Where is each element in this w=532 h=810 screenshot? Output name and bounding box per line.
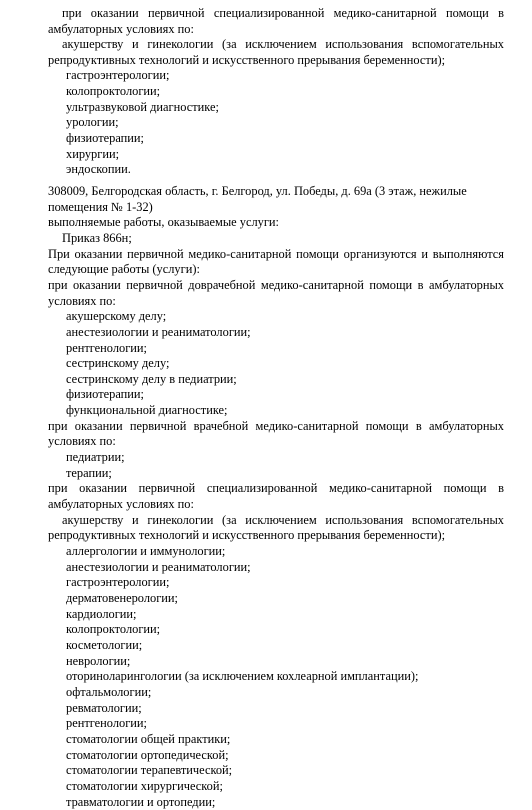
text-line: выполняемые работы, оказываемые услуги: [48, 215, 280, 229]
text-line: следующие работы (услуги): [48, 262, 200, 276]
text-line: при оказании первичной специализированной медико-санитарной помощи в [62, 6, 504, 20]
text-line: сестринскому делу в педиатрии; [66, 372, 237, 386]
text-line: рентгенологии; [66, 341, 147, 355]
text-line: урологии; [66, 115, 119, 129]
text-line: помещения № 1-32) [48, 200, 153, 214]
text-line: Приказ 866н; [62, 231, 132, 245]
text-line: анестезиологии и реаниматологии; [66, 325, 251, 339]
text-line: физиотерапии; [66, 131, 144, 145]
text-line: репродуктивных технологий и искусственного прерывания беременности); [48, 53, 446, 67]
text-line: стоматологии ортопедической; [66, 748, 229, 762]
text-line: терапии; [66, 466, 112, 480]
text-line: репродуктивных технологий и искусственного прерывания беременности); [48, 528, 446, 542]
text-line: условиях по: [48, 434, 116, 448]
text-line: ультразвуковой диагностике; [66, 100, 219, 114]
text-line: рентгенологии; [66, 716, 147, 730]
text-line: при оказании первичной специализированной медико-санитарной помощи в [48, 481, 504, 495]
text-line: ревматологии; [66, 701, 142, 715]
text-line: условиях по: [48, 294, 116, 308]
text-line: сестринскому делу; [66, 356, 170, 370]
text-line: педиатрии; [66, 450, 125, 464]
text-line: косметологии; [66, 638, 143, 652]
text-line: При оказании первичной медико-санитарной помощи организуются и выполняются [48, 247, 504, 261]
text-line: анестезиологии и реаниматологии; [66, 560, 251, 574]
text-line: физиотерапии; [66, 387, 144, 401]
text-line: кардиологии; [66, 607, 137, 621]
text-line: при оказании первичной доврачебной медико-санитарной помощи в амбулаторных [48, 278, 504, 292]
text-line: оториноларингологии (за исключением кохлеарной имплантации); [66, 669, 419, 683]
text-line: функциональной диагностике; [66, 403, 228, 417]
text-line: стоматологии общей практики; [66, 732, 231, 746]
text-line: дерматовенерологии; [66, 591, 178, 605]
text-line: колопроктологии; [66, 84, 161, 98]
text-line: 308009, Белгородская область, г. Белгород, ул. Победы, д. 69а (3 этаж, нежилые [48, 184, 467, 198]
text-line: акушерскому делу; [66, 309, 167, 323]
text-line: травматологии и ортопедии; [66, 795, 216, 809]
text-line: неврологии; [66, 654, 131, 668]
text-line: при оказании первичной врачебной медико-санитарной помощи в амбулаторных [48, 419, 504, 433]
text-line: стоматологии терапевтической; [66, 763, 233, 777]
text-line: стоматологии хирургической; [66, 779, 223, 793]
text-line: амбулаторных условиях по: [48, 22, 194, 36]
text-line: колопроктологии; [66, 622, 161, 636]
text-line: аллергологии и иммунологии; [66, 544, 226, 558]
text-line: офтальмологии; [66, 685, 152, 699]
text-line: эндоскопии. [66, 162, 131, 176]
text-line: гастроэнтерологии; [66, 575, 170, 589]
text-line: гастроэнтерологии; [66, 68, 170, 82]
text-line: амбулаторных условиях по: [48, 497, 194, 511]
text-line: акушерству и гинекологии (за исключением использования вспомогательных [62, 37, 504, 51]
text-line: хирургии; [66, 147, 120, 161]
text-line: акушерству и гинекологии (за исключением использования вспомогательных [62, 513, 504, 527]
